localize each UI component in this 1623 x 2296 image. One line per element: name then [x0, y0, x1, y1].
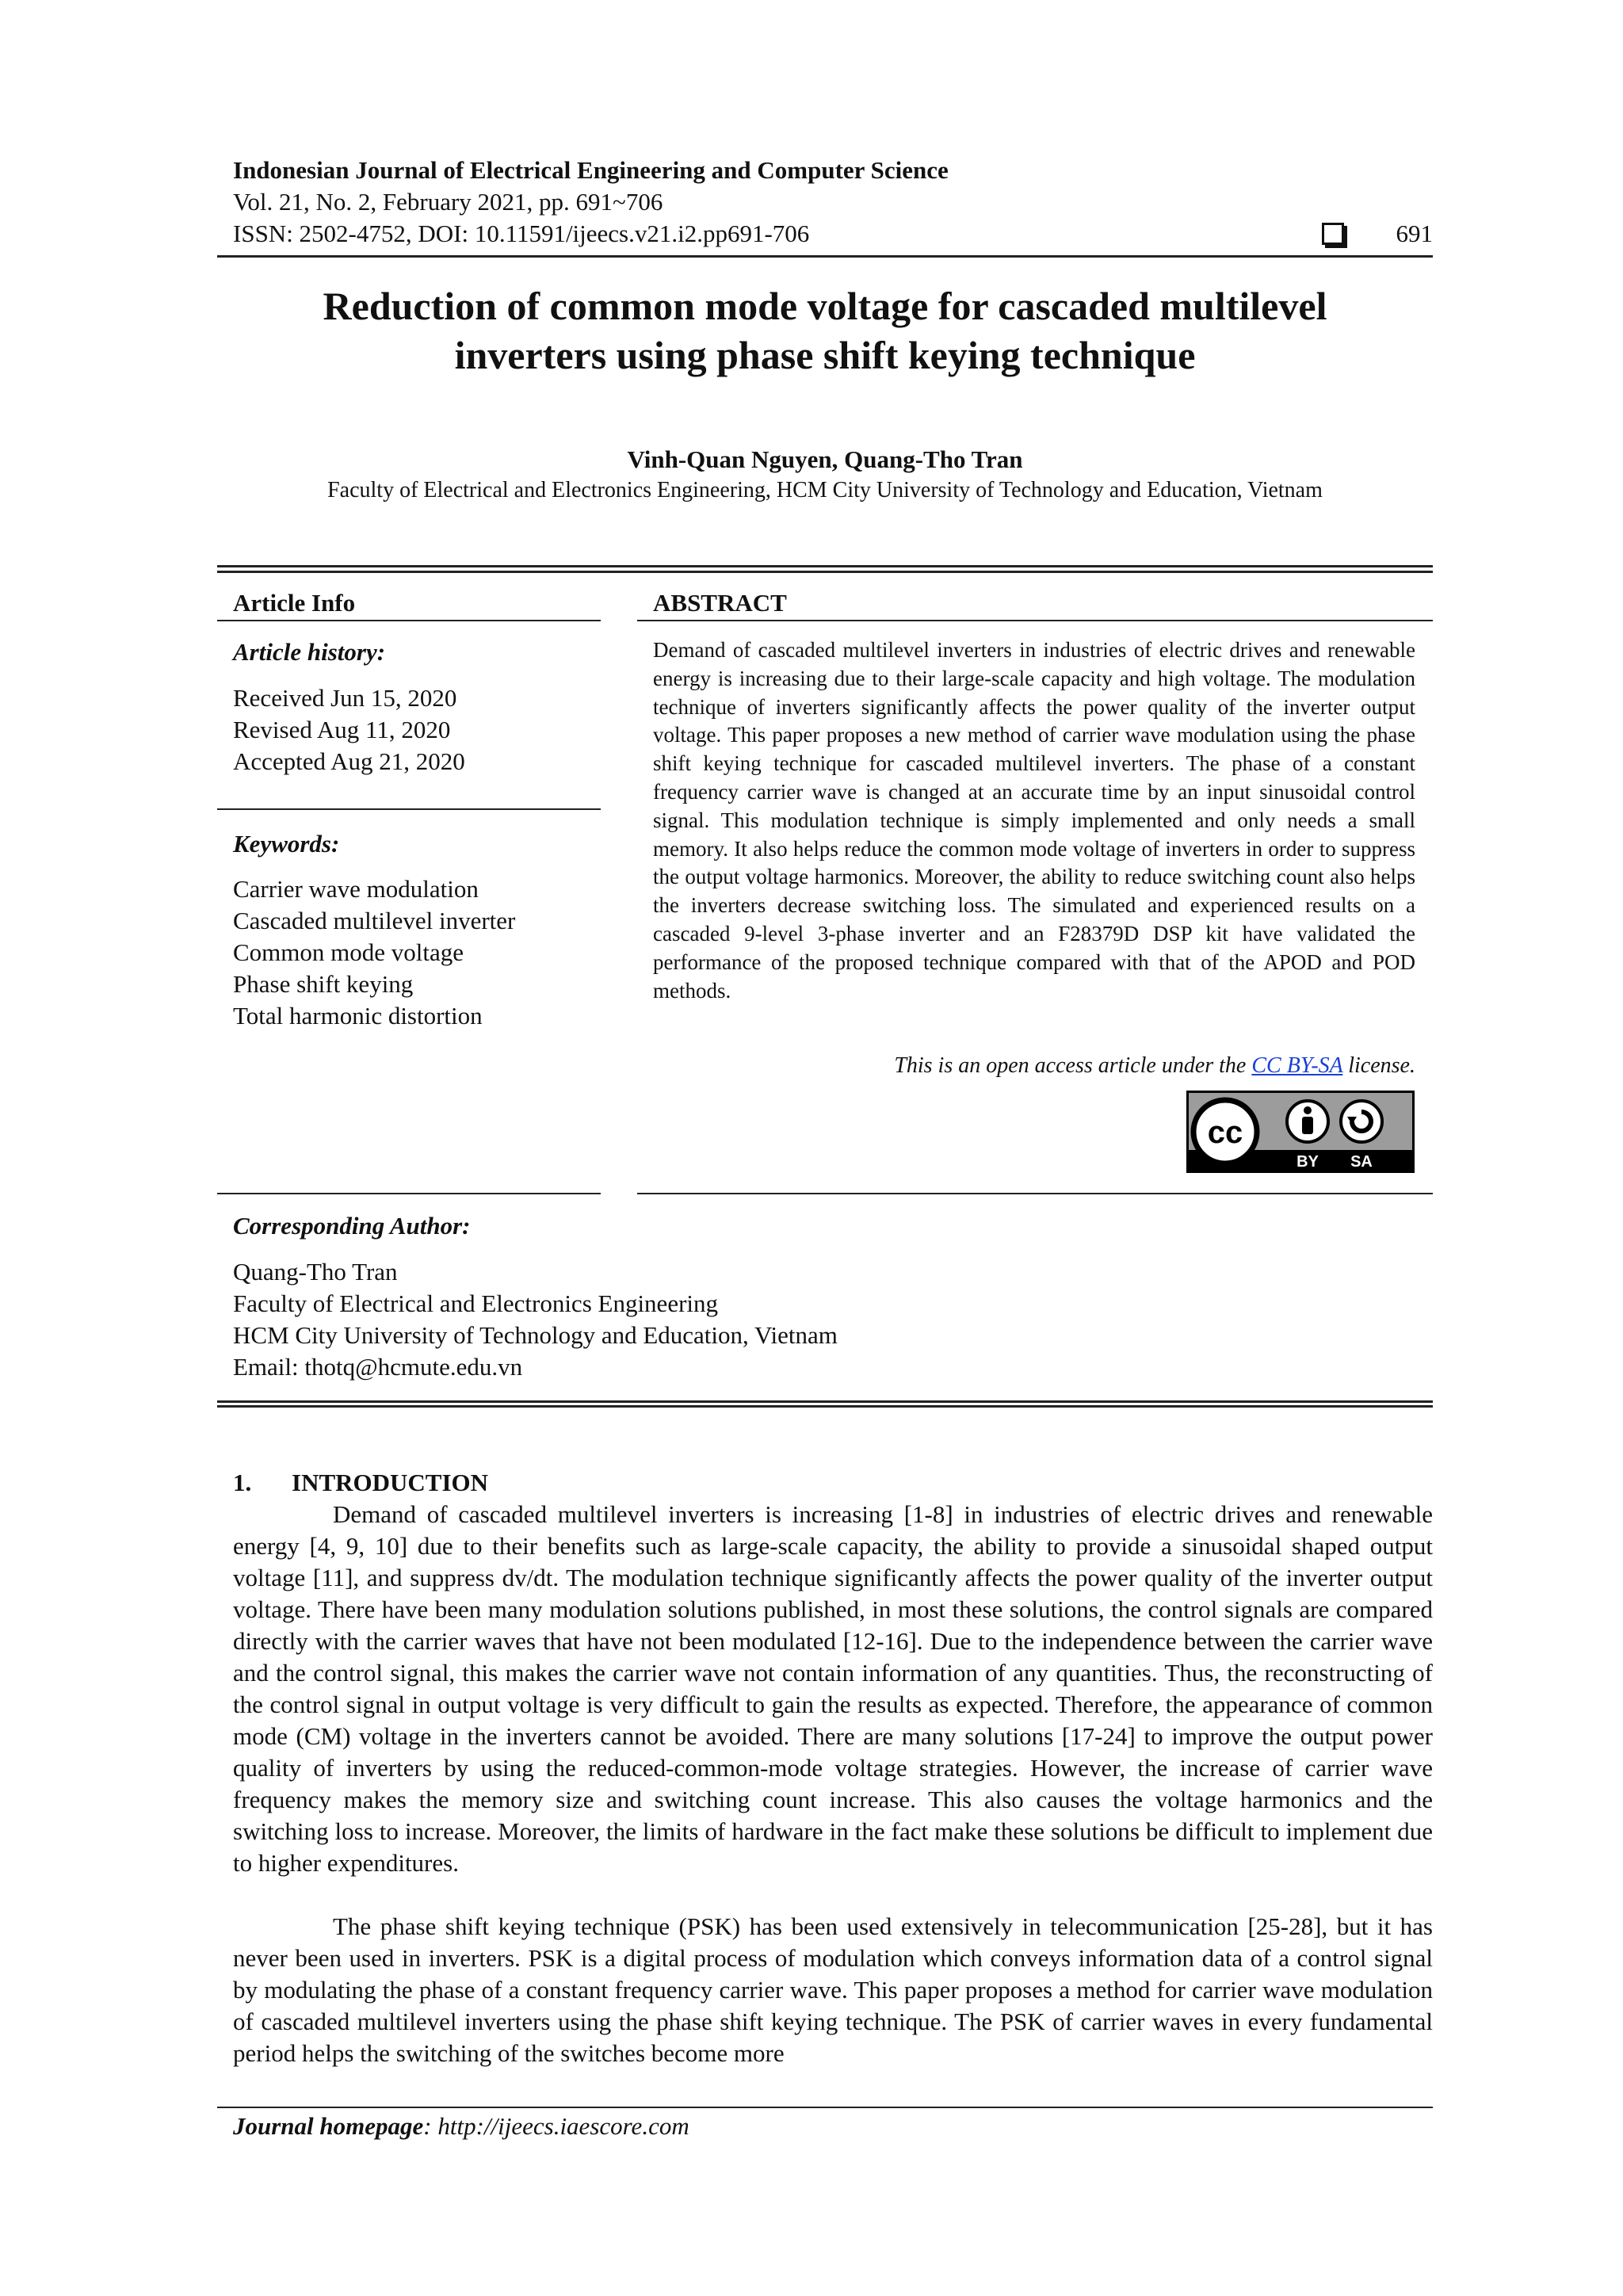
article-history [233, 682, 465, 777]
journal-name: Indonesian Journal of Electrical Engineering and Computer Science [233, 156, 949, 184]
intro-paragraph-2: The phase shift keying technique (PSK) has been used extensively in telecommunication [25-28], but it has never been used in inverters. PSK is a digital process of modulation which conveys information data of a control signal by modulating the phase of a constant frequency carrier wave. This paper proposes a method for carrier wave modulation of cascaded multilevel inverters using the phase shift keying technique. The PSK of carrier waves in every fundamental period helps the switching of the switches become more [233, 1912, 1433, 2067]
corresponding-email: Email: thotq@hcmute.edu.vn [233, 1353, 523, 1381]
abstract-text: Demand of cascaded multilevel inverters in industries of electric drives and renewable energy is increasing due to their large-scale capacity and high voltage. The modulation technique of inverters significantly affects the power quality of the inverter output voltage. This paper proposes a new method of carrier wave modulation using the phase shift keying technique for cascaded multilevel inverters. The phase of a constant frequency carrier wave is changed at an accurate time by an input sinusoidal control signal. This modulation technique is simply implemented and only needs a small memory. It also helps reduce the common mode voltage of inverters in order to suppress the output voltage harmonics. Moreover, the ability to reduce switching count also helps the inverters decrease switching loss. The simulated and experienced results on a cascaded 9-level 3-phase inverter and an F28379D DSP kit have validated the performance of the proposed technique compared with that of the APOD and POD methods. [653, 638, 1415, 1003]
info-top-rule-2 [217, 571, 1433, 573]
abstract-bottom-rule [637, 1193, 1433, 1194]
footer-homepage [233, 2111, 689, 2142]
corresponding-rule-2 [217, 1405, 1433, 1408]
article-history-heading: Article history: [233, 638, 386, 666]
volume-line: Vol. 21, No. 2, February 2021, pp. 691~706 [233, 188, 663, 216]
keywords-list [233, 873, 515, 1032]
intro-heading-number: 1. [233, 1469, 252, 1496]
license-prefix: This is an open access article under the [894, 1053, 1252, 1078]
title-line-2: inverters using phase shift keying technique [454, 333, 1196, 377]
corresponding-rule-1 [217, 1400, 1433, 1403]
cc-by-sa-badge[interactable] [1186, 1091, 1415, 1173]
checkbox-square-icon [1322, 223, 1344, 245]
by-label: BY [1296, 1153, 1319, 1171]
keyword-item: Cascaded multilevel inverter [233, 907, 516, 934]
page-number: 691 [1396, 220, 1433, 247]
keyword-item: Total harmonic distortion [233, 1002, 483, 1030]
corresponding-faculty: Faculty of Electrical and Electronics Engineering [233, 1289, 719, 1317]
header-rule [217, 255, 1433, 258]
intro-heading: INTRODUCTION [292, 1469, 489, 1496]
article-info-rule [217, 620, 601, 621]
keyword-item: Phase shift keying [233, 970, 414, 998]
corresponding-university: HCM City University of Technology and Education, Vietnam [233, 1321, 838, 1349]
info-bottom-rule [217, 1193, 601, 1194]
sa-label: SA [1350, 1153, 1373, 1171]
history-revised: Revised Aug 11, 2020 [233, 716, 451, 743]
abstract-rule [637, 620, 1433, 621]
issn-line: ISSN: 2502-4752, DOI: 10.11591/ijeecs.v21.i2.pp691-706 [233, 220, 810, 247]
share-alike-icon [1341, 1101, 1382, 1142]
footer-url[interactable]: : http://ijeecs.iaescore.com [423, 2112, 689, 2140]
corresponding-author [233, 1256, 838, 1383]
cc-by-sa-link[interactable]: CC BY-SA [1251, 1053, 1343, 1078]
license-line [894, 1050, 1415, 1082]
abstract-heading: ABSTRACT [653, 589, 787, 617]
history-accepted: Accepted Aug 21, 2020 [233, 747, 465, 775]
footer-label: Journal homepage [233, 2112, 424, 2140]
keyword-item: Carrier wave modulation [233, 875, 479, 903]
keywords-rule [217, 808, 601, 810]
history-received: Received Jun 15, 2020 [233, 684, 457, 712]
keyword-item: Common mode voltage [233, 938, 464, 966]
title-line-1: Reduction of common mode voltage for cascaded multilevel [323, 284, 1327, 328]
corresponding-name: Quang-Tho Tran [233, 1258, 398, 1286]
authors: Vinh-Quan Nguyen, Quang-Tho Tran [627, 445, 1023, 473]
license-suffix: license. [1342, 1053, 1415, 1078]
info-top-rule-1 [217, 565, 1433, 567]
paper-title [217, 281, 1433, 380]
keywords-heading: Keywords: [233, 830, 340, 858]
affiliation: Faculty of Electrical and Electronics Engineering, HCM City University of Technology and Education, Vietnam [327, 478, 1323, 502]
corresponding-heading: Corresponding Author: [233, 1212, 471, 1240]
article-info-heading: Article Info [233, 589, 356, 617]
cc-letters: cc [1207, 1115, 1243, 1150]
footer-rule [217, 2107, 1433, 2108]
intro-paragraph-1: Demand of cascaded multilevel inverters is increasing [1-8] in industries of electric drives and renewable energy [4, 9, 10] due to their benefits such as large-scale capacity, the ability to provide a sinusoidal shaped output voltage [11], and suppress dv/dt. The modulation technique significantly affects the power quality of the inverter output voltage. There have been many modulation solutions published, in most these solutions, the control signals are compared directly with the carrier waves that have not been modulated [12-16]. Due to the independence between the carrier wave and the control signal, this makes the carrier wave not contain information of any quantities. Thus, the reconstructing of the control signal in output voltage is very difficult to gain the results as expected. Therefore, the appearance of common mode (CM) voltage in the inverters cannot be avoided. There are many solutions [17-24] to improve the output power quality of inverters by using the reduced-common-mode voltage strategies. However, the increase of carrier wave frequency makes the memory size and switching count increase. This also causes the voltage harmonics and the switching loss to increase. Moreover, the limits of hardware in the fact make these solutions be difficult to implement due to higher expenditures. [233, 1500, 1433, 1877]
cc-badge-graphic [1189, 1093, 1412, 1171]
